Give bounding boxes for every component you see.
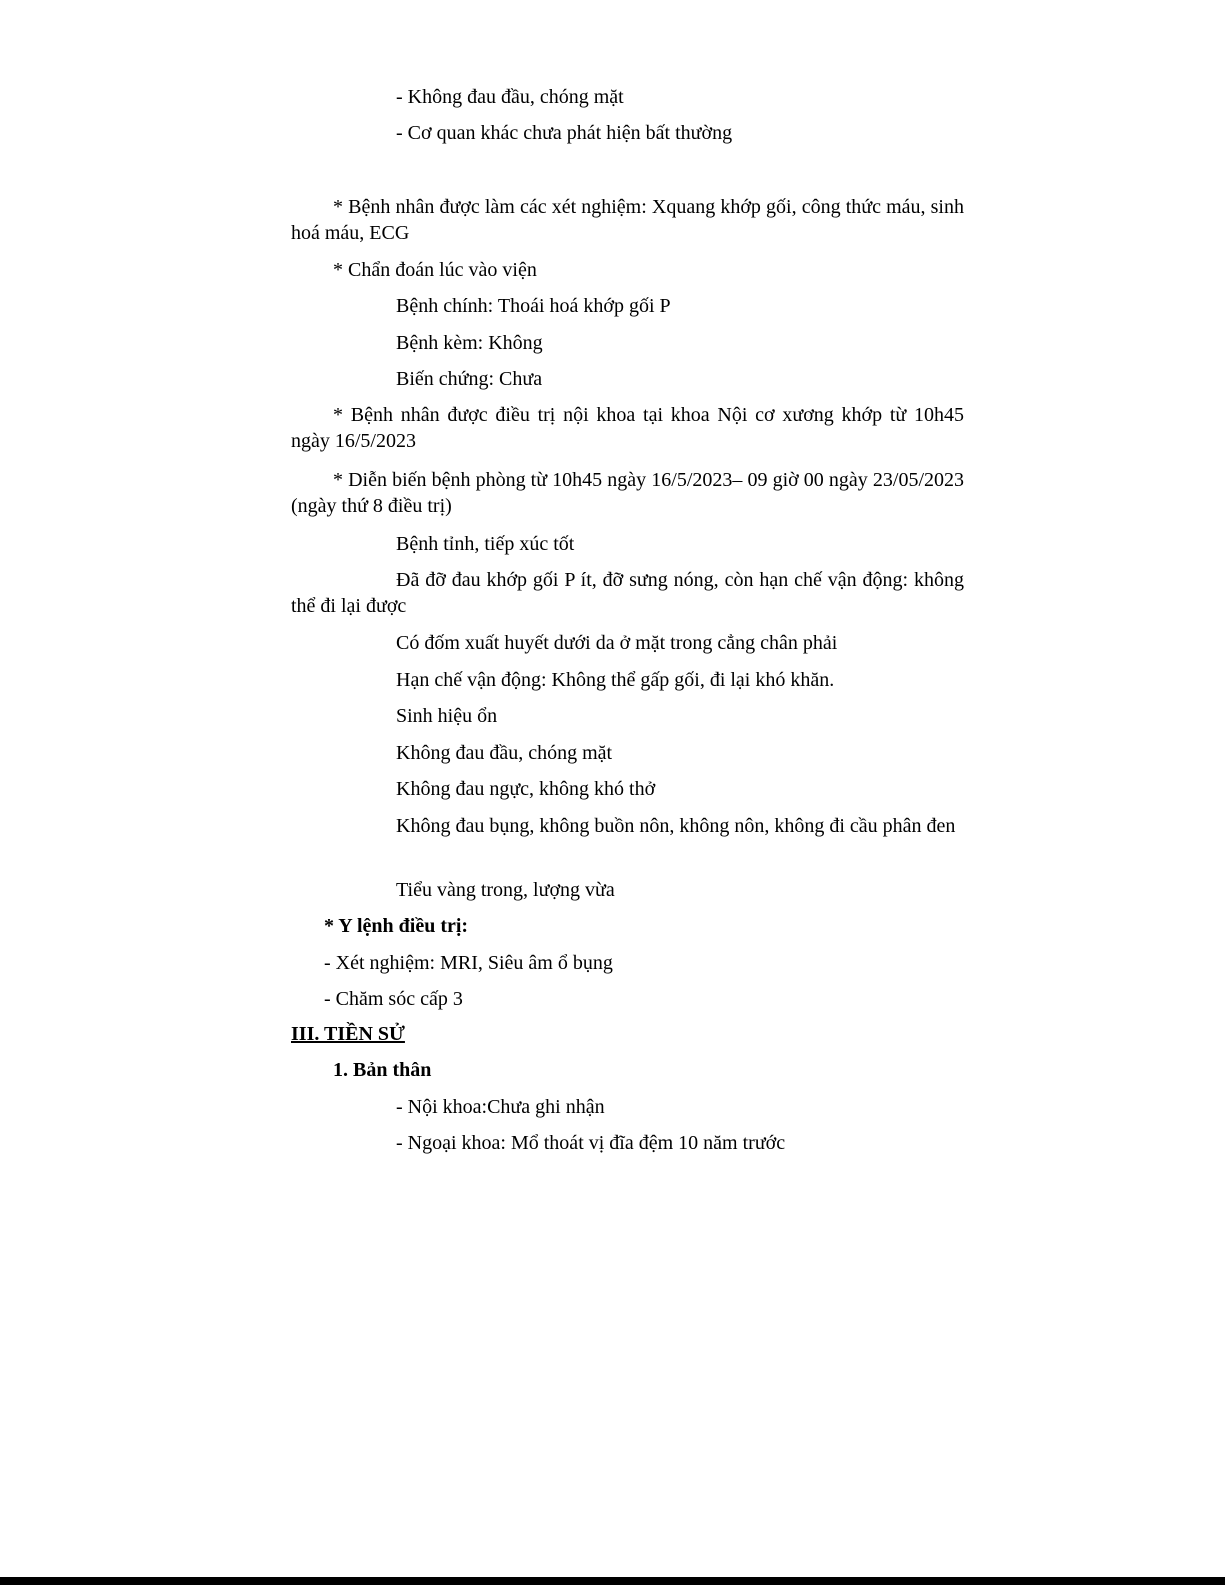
progress-text: * Diễn biến bệnh phòng từ 10h45 ngày 16/5/2023– 09 giờ 00 ngày 23/05/2023 (ngày thứ 8 điều trị) bbox=[291, 469, 964, 517]
bottom-border bbox=[0, 1577, 1225, 1585]
progress-abdomen-text: Không đau bụng, không buồn nôn, không nôn, không đi cầu phân đen bbox=[396, 815, 956, 837]
admission-diagnosis-title: * Chẩn đoán lúc vào viện bbox=[333, 259, 537, 281]
diagnosis-comorbid: Bệnh kèm: Không bbox=[396, 332, 543, 354]
orders-care-level: - Chăm sóc cấp 3 bbox=[324, 988, 463, 1010]
progress-paragraph-knee bbox=[291, 567, 964, 619]
progress-paragraph-abdomen bbox=[291, 813, 964, 839]
progress-line-conscious: Bệnh tỉnh, tiếp xúc tốt bbox=[396, 533, 575, 555]
progress-line-vitals: Sinh hiệu ổn bbox=[396, 705, 498, 727]
orders-tests: - Xét nghiệm: MRI, Siêu âm ổ bụng bbox=[324, 952, 613, 974]
diagnosis-complication: Biến chứng: Chưa bbox=[396, 368, 543, 390]
treatment-text: * Bệnh nhân được điều trị nội khoa tại khoa Nội cơ xương khớp từ 10h45 ngày 16/5/2023 bbox=[291, 404, 964, 452]
tests-text: * Bệnh nhân được làm các xét nghiệm: Xquang khớp gối, công thức máu, sinh hoá máu, ECG bbox=[291, 196, 964, 244]
section-history-heading: III. TIỀN SỬ bbox=[291, 1023, 405, 1045]
progress-line-no-chest-pain: Không đau ngực, không khó thở bbox=[396, 778, 656, 800]
exam-line-no-headache: - Không đau đầu, chóng mặt bbox=[396, 86, 624, 108]
tests-paragraph bbox=[291, 194, 964, 246]
history-surgical: - Ngoại khoa: Mổ thoát vị đĩa đệm 10 năm trước bbox=[396, 1132, 786, 1154]
progress-line-mobility: Hạn chế vận động: Không thể gấp gối, đi lại khó khăn. bbox=[396, 669, 835, 691]
orders-title: * Y lệnh điều trị: bbox=[324, 915, 469, 937]
progress-line-urine: Tiểu vàng trong, lượng vừa bbox=[396, 879, 615, 901]
progress-paragraph bbox=[291, 467, 964, 519]
progress-knee-text: Đã đỡ đau khớp gối P ít, đỡ sưng nóng, còn hạn chế vận động: không thể đi lại được bbox=[291, 569, 964, 617]
progress-line-no-headache: Không đau đầu, chóng mặt bbox=[396, 742, 613, 764]
treatment-paragraph bbox=[291, 402, 964, 454]
exam-line-other-organs: - Cơ quan khác chưa phát hiện bất thường bbox=[396, 122, 733, 144]
personal-history-heading: 1. Bản thân bbox=[333, 1059, 432, 1081]
progress-line-bruise: Có đốm xuất huyết dưới da ở mặt trong cẳng chân phải bbox=[396, 632, 838, 654]
diagnosis-main: Bệnh chính: Thoái hoá khớp gối P bbox=[396, 295, 671, 317]
history-internal: - Nội khoa:Chưa ghi nhận bbox=[396, 1096, 605, 1118]
